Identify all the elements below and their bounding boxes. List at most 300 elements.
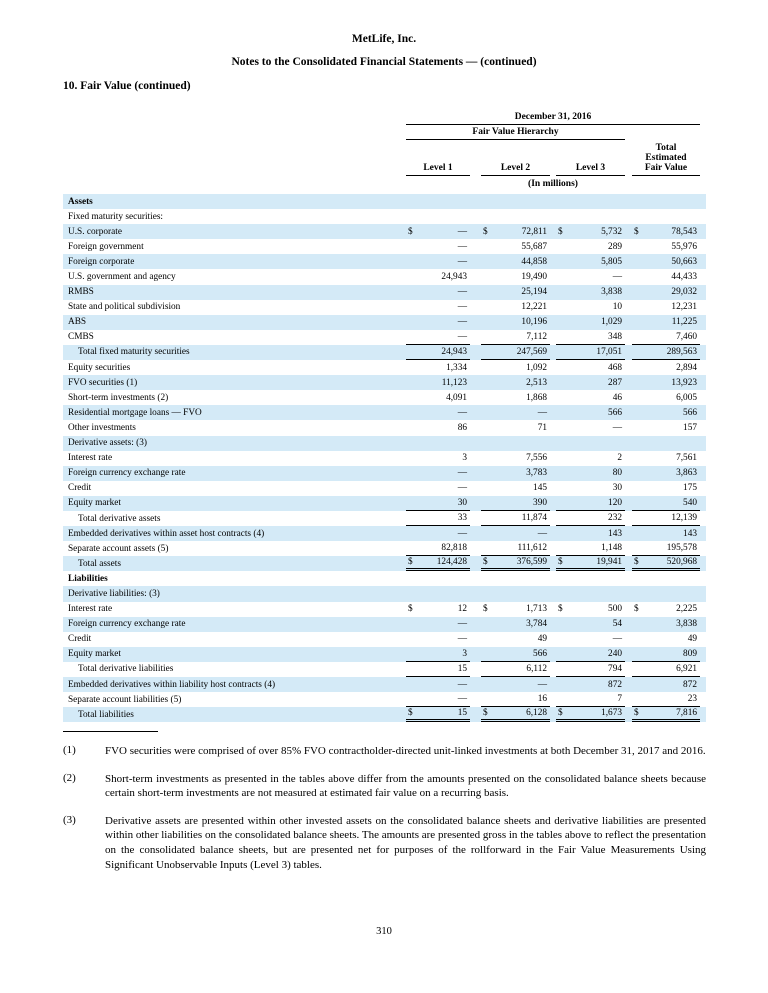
cell-level1	[406, 617, 470, 632]
cell-value: 468	[608, 362, 622, 373]
cell-value: 145	[533, 483, 547, 494]
cell-value: 5,732	[601, 226, 622, 237]
cell-level2	[481, 269, 550, 284]
table-row	[63, 617, 706, 632]
col-header-level3: Level 3	[556, 163, 625, 176]
cell-level1	[406, 285, 470, 300]
cell-value: 111,612	[517, 543, 547, 554]
col-header-level1: Level 1	[406, 163, 470, 176]
cell-value: 289,563	[666, 346, 697, 357]
cell-level1	[406, 194, 470, 209]
table-row	[63, 526, 706, 541]
cell-level2	[481, 602, 550, 617]
cell-value: 17,051	[596, 346, 622, 357]
cell-value: 6,005	[676, 392, 697, 403]
cell-level3	[556, 586, 625, 601]
cell-level3	[556, 526, 625, 541]
cell-value: 6,112	[526, 663, 547, 674]
row-label: Total liabilities	[78, 709, 134, 720]
footnote-text: Short-term investments as presented in the tables above differ from the amounts presented on the consolidated balance sheets because certain short-term investments are not measured at estimated fair value on a recurring basis.	[105, 772, 706, 800]
cell-value: 82,818	[441, 543, 467, 554]
cell-value: 13,923	[671, 377, 697, 388]
cell-value: 15	[457, 663, 467, 674]
cell-value: 809	[683, 648, 697, 659]
cell-level1	[406, 707, 470, 722]
cell-total	[632, 405, 700, 420]
cell-total	[632, 541, 700, 556]
cell-total	[632, 451, 700, 466]
row-label: Total assets	[78, 558, 121, 569]
cell-level2	[481, 541, 550, 556]
cell-value: 24,943	[441, 272, 467, 283]
cell-level2	[481, 405, 550, 420]
row-label: Embedded derivatives within asset host contracts (4)	[68, 528, 265, 539]
row-label: Fixed maturity securities:	[68, 211, 164, 222]
footnote	[63, 814, 706, 872]
table-row	[63, 586, 706, 601]
cell-total	[632, 436, 700, 451]
table-row	[63, 451, 706, 466]
cell-level1	[406, 224, 470, 239]
cell-value: 157	[683, 422, 697, 433]
cell-level2	[481, 617, 550, 632]
cell-value: 500	[608, 604, 622, 615]
cell-level2	[481, 692, 550, 707]
row-label: ABS	[68, 317, 87, 328]
cell-level1	[406, 662, 470, 677]
cell-level3	[556, 285, 625, 300]
col-header-total	[632, 143, 700, 176]
cell-value: 247,569	[516, 346, 547, 357]
footnote-text: Derivative assets are presented within other invested assets on the consolidated balance sheets and derivative liabilities are presented within other liabilities on the consolidated balance sheets. The amounts are presented gross in the tables above to reflect the presentation on the consolidated balance sheets, but are presented net for purposes of the rollforward in the Fair Value Measurements Using Significant Unobservable Inputs (Level 3) tables.	[105, 814, 706, 871]
table-row	[63, 390, 706, 405]
cell-level1	[406, 345, 470, 360]
cell-level3	[556, 405, 625, 420]
section-heading: 10. Fair Value (continued)	[63, 80, 191, 92]
cell-value: 1,868	[526, 392, 547, 403]
row-label: Total fixed maturity securities	[78, 347, 190, 358]
cell-level1	[406, 511, 470, 526]
cell-value: —	[457, 287, 467, 298]
cell-level2	[481, 194, 550, 209]
row-label: Equity market	[68, 649, 121, 660]
table-row	[63, 375, 706, 390]
cell-level1	[406, 541, 470, 556]
col-header-total-line2: Estimated	[645, 153, 687, 163]
currency-symbol: $	[558, 226, 563, 237]
cell-value: 55,687	[521, 241, 547, 252]
table-row	[63, 269, 706, 284]
row-label: Interest rate	[68, 604, 113, 615]
cell-level1	[406, 647, 470, 662]
cell-level2	[481, 285, 550, 300]
cell-total	[632, 662, 700, 677]
row-label: CMBS	[68, 332, 94, 343]
cell-value: 55,976	[671, 241, 697, 252]
row-label: Foreign government	[68, 241, 144, 252]
column-headers	[63, 143, 706, 176]
cell-level3	[556, 194, 625, 209]
row-label: Credit	[68, 483, 92, 494]
cell-level3	[556, 707, 625, 722]
table-row	[63, 194, 706, 209]
cell-level2	[481, 330, 550, 345]
cell-value: 12,231	[671, 302, 697, 313]
cell-value: 2,513	[526, 377, 547, 388]
cell-value: 11,123	[441, 377, 467, 388]
row-label: Separate account liabilities (5)	[68, 694, 182, 705]
cell-value: 287	[608, 377, 622, 388]
cell-value: 30	[457, 497, 467, 508]
cell-value: —	[457, 302, 467, 313]
currency-symbol: $	[634, 557, 639, 568]
table-date-header: December 31, 2016	[406, 112, 700, 125]
cell-total	[632, 390, 700, 405]
cell-value: 7	[617, 694, 622, 705]
cell-level2	[481, 466, 550, 481]
cell-value: 24,943	[441, 346, 467, 357]
cell-value: 3,838	[601, 287, 622, 298]
table-row	[63, 632, 706, 647]
cell-value: 1,148	[601, 543, 622, 554]
table-row	[63, 239, 706, 254]
table-row	[63, 707, 706, 722]
cell-value: 566	[683, 407, 697, 418]
table-row	[63, 602, 706, 617]
footnote-divider	[63, 731, 158, 732]
cell-level2	[481, 511, 550, 526]
cell-level1	[406, 209, 470, 224]
cell-level1	[406, 360, 470, 375]
cell-value: 175	[683, 483, 697, 494]
cell-level3	[556, 239, 625, 254]
row-label: Equity securities	[68, 362, 131, 373]
footnote-text: FVO securities were comprised of over 85% FVO contractholder-directed unit-linked investments at both December 31, 2017 and 2016.	[105, 745, 706, 757]
cell-value: 520,968	[666, 557, 697, 568]
cell-value: 376,599	[516, 557, 547, 568]
cell-value: 11,874	[521, 513, 547, 524]
cell-level2	[481, 390, 550, 405]
cell-total	[632, 315, 700, 330]
cell-total	[632, 194, 700, 209]
cell-total	[632, 526, 700, 541]
cell-level1	[406, 586, 470, 601]
cell-value: 1,029	[601, 317, 622, 328]
table-row	[63, 209, 706, 224]
cell-value: 54	[612, 619, 622, 630]
row-label: Residential mortgage loans — FVO	[68, 407, 202, 418]
cell-value: —	[537, 528, 547, 539]
cell-value: 71	[537, 422, 547, 433]
currency-symbol: $	[483, 557, 488, 568]
currency-symbol: $	[634, 708, 639, 719]
row-label: Short-term investments (2)	[68, 392, 169, 403]
cell-value: 25,194	[521, 287, 547, 298]
cell-level3	[556, 451, 625, 466]
cell-value: —	[457, 241, 467, 252]
cell-level3	[556, 315, 625, 330]
table-row	[63, 254, 706, 269]
cell-level2	[481, 481, 550, 496]
cell-value: 29,032	[671, 287, 697, 298]
table-row	[63, 420, 706, 435]
cell-total	[632, 285, 700, 300]
table-row	[63, 496, 706, 511]
row-label: Other investments	[68, 422, 136, 433]
cell-value: 143	[608, 528, 622, 539]
cell-value: 15	[457, 708, 467, 719]
currency-symbol: $	[483, 708, 488, 719]
cell-level3	[556, 330, 625, 345]
cell-total	[632, 571, 700, 586]
row-label: U.S. government and agency	[68, 272, 176, 283]
cell-value: 390	[533, 497, 547, 508]
cell-total	[632, 375, 700, 390]
row-label: Embedded derivatives within liability host contracts (4)	[68, 679, 276, 690]
cell-level3	[556, 571, 625, 586]
cell-total	[632, 632, 700, 647]
cell-level3	[556, 466, 625, 481]
cell-level3	[556, 209, 625, 224]
cell-value: 11,225	[671, 317, 697, 328]
row-label: State and political subdivision	[68, 302, 181, 313]
cell-total	[632, 647, 700, 662]
cell-level1	[406, 436, 470, 451]
cell-value: 33	[457, 513, 467, 524]
cell-level2	[481, 209, 550, 224]
cell-level1	[406, 239, 470, 254]
table-row	[63, 541, 706, 556]
cell-value: —	[457, 634, 467, 645]
row-label: Total derivative liabilities	[78, 664, 174, 675]
cell-level3	[556, 390, 625, 405]
cell-value: 2,894	[676, 362, 697, 373]
cell-value: 44,858	[521, 256, 547, 267]
row-label: Liabilities	[68, 573, 108, 584]
cell-value: —	[457, 468, 467, 479]
cell-level2	[481, 300, 550, 315]
cell-level2	[481, 586, 550, 601]
cell-level1	[406, 571, 470, 586]
cell-level2	[481, 345, 550, 360]
table-row	[63, 662, 706, 677]
cell-total	[632, 300, 700, 315]
table-row	[63, 224, 706, 239]
currency-symbol: $	[558, 604, 563, 615]
row-label: Interest rate	[68, 453, 113, 464]
currency-symbol: $	[408, 604, 413, 615]
cell-value: 2	[617, 453, 622, 464]
cell-value: 7,556	[526, 453, 547, 464]
row-label: Total derivative assets	[78, 513, 161, 524]
table-row	[63, 345, 706, 360]
cell-level3	[556, 511, 625, 526]
cell-value: 16	[537, 694, 547, 705]
cell-value: 240	[608, 648, 622, 659]
cell-level2	[481, 556, 550, 571]
cell-level3	[556, 345, 625, 360]
currency-symbol: $	[408, 226, 413, 237]
cell-value: 7,460	[676, 331, 697, 342]
cell-level1	[406, 300, 470, 315]
cell-value: 78,543	[671, 226, 697, 237]
cell-total	[632, 496, 700, 511]
cell-value: 3	[462, 453, 467, 464]
cell-level1	[406, 526, 470, 541]
cell-level1	[406, 466, 470, 481]
table-row	[63, 481, 706, 496]
cell-value: 7,816	[676, 708, 697, 719]
cell-value: 5,805	[601, 256, 622, 267]
company-title: MetLife, Inc.	[351, 33, 417, 45]
table-row	[63, 315, 706, 330]
table-row	[63, 405, 706, 420]
cell-level3	[556, 541, 625, 556]
cell-total	[632, 360, 700, 375]
cell-level3	[556, 224, 625, 239]
table-row	[63, 436, 706, 451]
cell-total	[632, 692, 700, 707]
cell-level1	[406, 451, 470, 466]
col-header-total-line3: Fair Value	[644, 163, 688, 173]
cell-level3	[556, 677, 625, 692]
table-row	[63, 330, 706, 345]
cell-value: —	[612, 272, 622, 283]
cell-level3	[556, 481, 625, 496]
cell-level1	[406, 481, 470, 496]
cell-level1	[406, 692, 470, 707]
cell-total	[632, 466, 700, 481]
footnote-marker: (3)	[63, 813, 76, 826]
cell-value: 6,128	[526, 708, 547, 719]
col-header-level2: Level 2	[481, 163, 550, 176]
cell-value: 4,091	[446, 392, 467, 403]
cell-level3	[556, 254, 625, 269]
units-note: (In millions)	[528, 179, 578, 189]
currency-symbol: $	[483, 604, 488, 615]
cell-level2	[481, 436, 550, 451]
row-label: Derivative assets: (3)	[68, 438, 147, 449]
cell-level3	[556, 420, 625, 435]
row-label: Foreign currency exchange rate	[68, 468, 186, 479]
cell-level3	[556, 602, 625, 617]
cell-level2	[481, 451, 550, 466]
document-subtitle: Notes to the Consolidated Financial Statements — (continued)	[231, 56, 537, 68]
cell-value: —	[457, 226, 467, 237]
cell-value: —	[457, 331, 467, 342]
cell-level2	[481, 360, 550, 375]
row-label: Foreign corporate	[68, 256, 135, 267]
cell-level1	[406, 390, 470, 405]
table-row	[63, 466, 706, 481]
cell-total	[632, 707, 700, 722]
cell-value: 12	[457, 604, 467, 615]
cell-value: 195,578	[666, 543, 697, 554]
cell-level2	[481, 375, 550, 390]
cell-value: 2,225	[676, 604, 697, 615]
cell-total	[632, 511, 700, 526]
cell-value: 30	[612, 483, 622, 494]
cell-total	[632, 224, 700, 239]
row-label: U.S. corporate	[68, 226, 122, 237]
cell-value: 6,921	[676, 663, 697, 674]
row-label: Equity market	[68, 498, 121, 509]
row-label: Credit	[68, 634, 92, 645]
cell-level3	[556, 647, 625, 662]
row-label: Separate account assets (5)	[68, 543, 169, 554]
cell-value: 540	[683, 497, 697, 508]
cell-value: 19,941	[596, 557, 622, 568]
cell-level2	[481, 254, 550, 269]
cell-level3	[556, 662, 625, 677]
cell-level1	[406, 269, 470, 284]
cell-level2	[481, 571, 550, 586]
cell-value: 566	[533, 648, 547, 659]
cell-level1	[406, 496, 470, 511]
cell-level2	[481, 677, 550, 692]
cell-value: —	[457, 619, 467, 630]
cell-value: 3,783	[526, 468, 547, 479]
table-hierarchy-header: Fair Value Hierarchy	[406, 127, 625, 140]
cell-value: 120	[608, 497, 622, 508]
cell-value: 872	[683, 679, 697, 690]
cell-value: 23	[687, 694, 697, 705]
table-row	[63, 692, 706, 707]
cell-level3	[556, 632, 625, 647]
cell-level2	[481, 420, 550, 435]
cell-value: 7,112	[526, 331, 547, 342]
cell-value: 3,838	[676, 619, 697, 630]
cell-value: 232	[608, 513, 622, 524]
currency-symbol: $	[483, 226, 488, 237]
cell-total	[632, 602, 700, 617]
cell-level2	[481, 496, 550, 511]
cell-value: 12,139	[671, 513, 697, 524]
cell-value: 143	[683, 528, 697, 539]
cell-value: 49	[687, 634, 697, 645]
cell-value: 10,196	[521, 317, 547, 328]
cell-value: 49	[537, 634, 547, 645]
cell-value: 1,673	[601, 708, 622, 719]
cell-value: —	[612, 634, 622, 645]
cell-value: —	[537, 407, 547, 418]
cell-total	[632, 345, 700, 360]
currency-symbol: $	[634, 226, 639, 237]
cell-level3	[556, 375, 625, 390]
cell-level3	[556, 692, 625, 707]
table-row	[63, 571, 706, 586]
row-label: RMBS	[68, 287, 94, 298]
cell-level3	[556, 436, 625, 451]
cell-level2	[481, 662, 550, 677]
footnote	[63, 744, 706, 759]
cell-value: 872	[608, 679, 622, 690]
table-row	[63, 285, 706, 300]
cell-total	[632, 209, 700, 224]
cell-value: 19,490	[521, 272, 547, 283]
cell-value: 50,663	[671, 256, 697, 267]
cell-value: 1,092	[526, 362, 547, 373]
table-row	[63, 647, 706, 662]
currency-symbol: $	[634, 604, 639, 615]
cell-total	[632, 330, 700, 345]
cell-level3	[556, 300, 625, 315]
cell-value: 7,561	[676, 453, 697, 464]
cell-value: 86	[457, 422, 467, 433]
cell-level3	[556, 617, 625, 632]
cell-level2	[481, 526, 550, 541]
cell-value: 1,713	[526, 604, 547, 615]
